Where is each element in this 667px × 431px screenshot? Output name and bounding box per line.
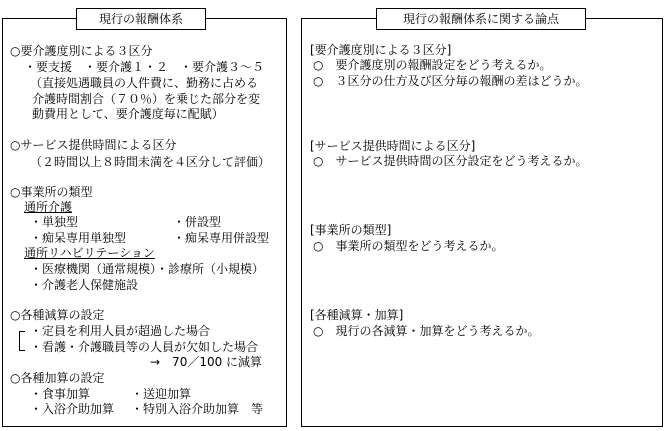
addition-meal: ・食事加算 [30,387,91,401]
issue-adjustments-q1: ○ 現行の各減算・加算をどう考えるか。 [313,324,540,338]
facility-type-medical: ・医療機関（通常規模）・診療所（小規模） [30,262,265,276]
care-level-items: ・要支援 ・要介護１・２ ・要介護３～５ [24,60,265,74]
issue-facility-type-heading: [事業所の類型] [310,223,392,237]
facility-type-standalone: ・単独型 [30,215,79,229]
care-level-heading: ○要介護度別による３区分 [10,44,153,58]
reduction-rate: → 70／100 に減算 [150,355,263,369]
reduction-bracket [19,331,25,351]
addition-transport: ・送迎加算 [131,387,192,401]
day-rehab-subheading: 通所リハビリテーション [24,246,155,260]
reduction-staff-shortage: ・看護・介護職員等の人員が欠如した場合 [30,340,259,354]
service-time-note: （２時間以上８時間未満を４区分して評価） [30,155,271,169]
addition-special-bathing: ・特別入浴介助加算 等 [131,402,264,416]
current-system-title: 現行の報酬体系 [76,8,206,30]
facility-type-health-facility: ・介護老人保健施設 [30,278,139,292]
issue-adjustments-heading: [各種減算・加算] [310,308,404,322]
facility-type-heading: ○事業所の類型 [10,185,93,199]
service-time-heading: ○サービス提供時間による区分 [10,138,177,152]
issue-service-time-heading: [サービス提供時間による区分] [310,139,476,153]
addition-heading: ○各種加算の設定 [10,371,105,385]
care-level-note-3: 動費用として、要介護度毎に配賦） [32,107,224,121]
issue-service-time-q1: ○ サービス提供時間の区分設定をどう考えるか。 [313,154,588,168]
facility-type-dementia-standalone: ・痴呆専用単独型 [30,231,127,245]
care-level-note-2: 介護時間割合（７０％）を乗じた部分を変 [32,92,261,106]
facility-type-dementia-attached: ・痴呆専用併設型 [173,231,270,245]
issue-care-level-q1: ○ 要介護度別の報酬設定をどう考えるか。 [313,58,552,72]
reduction-over-capacity: ・定員を利用人員が超過した場合 [30,324,211,338]
reduction-heading: ○各種減算の設定 [10,308,105,322]
issue-care-level-heading: [要介護度別による３区分] [310,43,452,57]
care-level-note-1: （直接処遇職員の人件費に、勤務に占める [30,76,259,90]
facility-type-attached: ・併設型 [173,215,222,229]
issue-care-level-q2: ○ ３区分の仕方及び区分毎の報酬の差はどうか。 [313,74,588,88]
day-care-subheading: 通所介護 [24,200,73,214]
addition-bathing: ・入浴介助加算 [30,402,115,416]
issue-facility-type-q1: ○ 事業所の類型をどう考えるか。 [313,239,504,253]
issues-title: 現行の報酬体系に関する論点 [376,8,586,30]
